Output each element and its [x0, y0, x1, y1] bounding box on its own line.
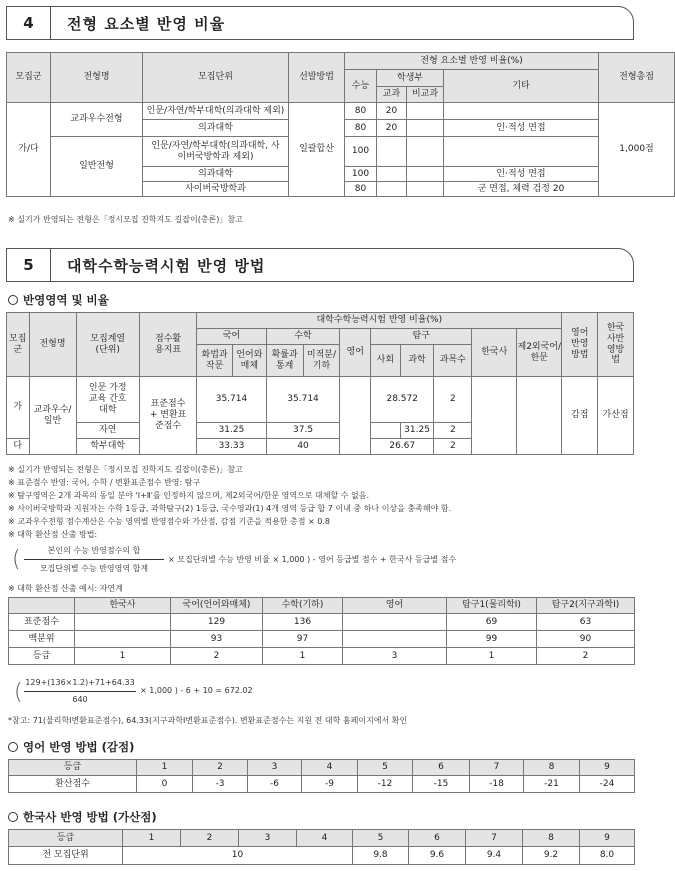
english-cell: [340, 377, 371, 455]
nonsubject-cell: [407, 120, 444, 137]
eng-score: -6: [248, 776, 302, 793]
calc-denominator: 640: [72, 695, 88, 704]
social-cell: [371, 423, 401, 439]
ex-cell: 93: [171, 631, 263, 648]
hist-score: 9.6: [409, 847, 466, 865]
subject-cell: [377, 137, 407, 167]
section-4-header: [6, 6, 634, 40]
h-hist-method: 한국사반영방법: [598, 313, 634, 377]
history-cell: [472, 377, 517, 455]
suneung-cell: 80: [345, 120, 377, 137]
ex-cell: 등급: [9, 648, 75, 665]
ex-cell: 129: [171, 614, 263, 631]
subject-cell: [377, 182, 407, 197]
calc-note: *참고: 71(물리학Ⅰ변환표준점수), 64.33(지구과학Ⅰ변환표준점수). 변환표준점수는 지원 전 대학 홈페이지에서 확인: [8, 716, 408, 725]
h-num-subjects: 과목수: [434, 345, 472, 377]
eng-method-cell: 감점: [562, 377, 598, 455]
h-type: 전형명: [29, 313, 76, 377]
type-cell: 일반전형: [51, 137, 143, 197]
hist-score: 9.8: [353, 847, 409, 865]
math-cell: 35.714: [266, 377, 340, 423]
example-table: [8, 597, 635, 665]
other-cell: 인·적성 면접: [444, 120, 599, 137]
ex-header: 탐구2(지구과학Ⅰ): [537, 598, 635, 614]
ex-cell: 1: [75, 648, 171, 665]
calc-rest: × 1,000 ) - 6 + 10 = 672.02: [140, 686, 253, 695]
hist-score: 8.0: [580, 847, 635, 865]
hist-grade: 1: [123, 830, 181, 847]
header-other: 기타: [444, 70, 599, 103]
ex-header: 영어: [343, 598, 447, 614]
note-line: ※ 대학 환산점 산출 방법:: [8, 530, 98, 539]
note-line: ※ 실기가 반영되는 전형은「정시모집 진학지도 길잡이(총론)」참고: [8, 465, 243, 474]
section-number: 4: [7, 7, 51, 39]
h-science: 과학: [400, 345, 434, 377]
ex-header: 수학(기하): [263, 598, 343, 614]
ex-cell: [75, 614, 171, 631]
header-record: 학생부: [377, 70, 444, 87]
eng-score: -12: [358, 776, 413, 793]
ex-cell: 3: [343, 648, 447, 665]
note-line: ※ 표준점수 반영: 국어, 수학 / 변환표준점수 반영: 탐구: [8, 478, 201, 487]
hist-score-label: 전 모집단위: [9, 847, 123, 865]
hist-grade: 4: [297, 830, 353, 847]
eng-grade: 9: [580, 760, 635, 776]
hist-grade: 7: [466, 830, 523, 847]
math-cell: 40: [266, 439, 340, 455]
hist-grade: 5: [353, 830, 409, 847]
eng-grade: 8: [524, 760, 580, 776]
unit-cell: 사이버국방학과: [143, 182, 289, 197]
hist-merged-score: 10: [123, 847, 353, 865]
formula-numerator: 본인의 수능 반영점수의 합: [47, 546, 141, 555]
ex-header: 한국사: [75, 598, 171, 614]
header-type: 전형명: [51, 53, 143, 103]
ex-cell: 백분위: [9, 631, 75, 648]
h-korean-a: 화법과작문: [197, 345, 233, 377]
ex-cell: 2: [171, 648, 263, 665]
eng-score-label: 환산점수: [9, 776, 137, 793]
admission-ratio-table: [6, 52, 675, 197]
other-cell: 인·적성 면접: [444, 167, 599, 182]
h-group: 모집군: [7, 313, 30, 377]
second-lang-cell: [517, 377, 562, 455]
calc-numerator: 129+(136×1.2)+71+64.33: [25, 678, 135, 687]
other-cell: 군 면접, 체력 검정 20: [444, 182, 599, 197]
header-ratio: 전형 요소별 반영 비율(%): [345, 53, 599, 70]
eng-grade: 3: [248, 760, 302, 776]
eng-grade: 6: [413, 760, 470, 776]
note-line: ※ 교과우수전형 점수계산은 수능 영역별 반영점수와 가산점, 감점 기준을 적용한 총점 × 0.8: [8, 517, 330, 526]
header-nonsubject: 비교과: [407, 87, 444, 103]
hist-grade: 6: [409, 830, 466, 847]
section-title: 전형 요소별 반영 비율: [67, 14, 226, 33]
ex-cell: [75, 631, 171, 648]
circle-bullet-icon: [8, 295, 18, 305]
ex-cell: 90: [537, 631, 635, 648]
eng-grade: 4: [302, 760, 358, 776]
unit-cell: 인문 가정교육 간호대학: [76, 377, 139, 423]
ex-header: 탐구1(물리학Ⅰ): [447, 598, 537, 614]
sub-title-areas: 반영영역 및 비율: [8, 292, 109, 308]
eng-score: -18: [470, 776, 524, 793]
h-math: 수학: [266, 329, 340, 345]
note-line: ※ 탐구영역은 2개 과목의 동일 분야 'Ⅰ+Ⅱ'를 인정하지 않으며, 제2외국어/한문 영역으로 대체할 수 없음.: [8, 491, 370, 500]
sub-title-history: 한국사 반영 방법 (가산점): [8, 809, 157, 825]
type-cell: 교과우수전형: [51, 103, 143, 137]
header-suneung: 수능: [345, 70, 377, 103]
eng-grade: 7: [470, 760, 524, 776]
group-cell: 가/다: [7, 103, 51, 197]
english-table: [8, 759, 635, 793]
hist-grade: 8: [523, 830, 580, 847]
math-cell: 37.5: [266, 423, 340, 439]
ex-cell: 69: [447, 614, 537, 631]
suneung-cell: 100: [345, 167, 377, 182]
formula-denominator: 모집단위별 수능 반영영역 합계: [39, 564, 149, 573]
science-cell: 31.25: [400, 423, 434, 439]
h-unit: 모집계열(단위): [76, 313, 139, 377]
h-social: 사회: [371, 345, 401, 377]
unit-cell: 의과대학: [143, 120, 289, 137]
h-inquiry: 탐구: [371, 329, 472, 345]
header-unit: 모집단위: [143, 53, 289, 103]
hist-grade: 3: [239, 830, 297, 847]
method-cell: 일괄합산: [289, 103, 345, 197]
eng-score: -9: [302, 776, 358, 793]
h-history: 한국사: [472, 329, 517, 377]
ex-cell: 99: [447, 631, 537, 648]
other-cell: [444, 137, 599, 167]
ex-header: 국어(언어와매체): [171, 598, 263, 614]
section-5-header: [6, 248, 634, 282]
korean-cell: 35.714: [197, 377, 267, 423]
suneung-cell: 80: [345, 103, 377, 120]
hist-grade: 2: [181, 830, 239, 847]
eng-grade-label: 등급: [9, 760, 137, 776]
total-cell: 1,000점: [599, 103, 675, 197]
unit-cell: 학부대학: [76, 439, 139, 455]
suneung-cell: 80: [345, 182, 377, 197]
unit-cell: 인문/자연/학부대학(의과대학 제외): [143, 103, 289, 120]
h-ratio: 대학수학능력시험 반영 비율(%): [197, 313, 562, 329]
ex-cell: 97: [263, 631, 343, 648]
h-second-lang: 제2외국어/한문: [517, 329, 562, 377]
header-group: 모집군: [7, 53, 51, 103]
subject-cell: 20: [377, 103, 407, 120]
index-cell: 표준점수 + 변환표준점수: [139, 377, 196, 455]
header-subject: 교과: [377, 87, 407, 103]
ex-cell: 표준점수: [9, 614, 75, 631]
other-cell: [444, 103, 599, 120]
eng-grade: 1: [137, 760, 193, 776]
hist-score: 9.4: [466, 847, 523, 865]
num-cell: 2: [434, 377, 472, 423]
circle-bullet-icon: [8, 812, 18, 822]
history-table: [8, 829, 635, 865]
header-total: 전형총점: [599, 53, 675, 103]
ex-cell: 1: [447, 648, 537, 665]
nonsubject-cell: [407, 167, 444, 182]
unit-cell: 자연: [76, 423, 139, 439]
hist-grade-label: 등급: [9, 830, 123, 847]
h-index: 점수활용지표: [139, 313, 196, 377]
hist-method-cell: 가산점: [598, 377, 634, 455]
formula-rest: × 모집단위별 수능 반영 비율 × 1,000 ) - 영어 등급별 점수 + 한국사 등급별 점수: [168, 555, 457, 564]
section4-note: ※ 실기가 반영되는 전형은「정시모집 진학지도 길잡이(총론)」참고: [8, 215, 243, 224]
eng-score: -21: [524, 776, 580, 793]
group-da: 다: [7, 439, 30, 455]
hist-grade: 9: [580, 830, 635, 847]
ex-cell: [343, 614, 447, 631]
circle-bullet-icon: [8, 742, 18, 752]
subject-cell: [377, 167, 407, 182]
ex-cell: 136: [263, 614, 343, 631]
nonsubject-cell: [407, 182, 444, 197]
ex-cell: [343, 631, 447, 648]
group-ga: 가: [7, 377, 30, 439]
example-title: ※ 대학 환산점 산출 예시: 자연계: [8, 584, 123, 593]
korean-cell: 33.33: [197, 439, 267, 455]
eng-score: -3: [193, 776, 248, 793]
sub-title-english: 영어 반영 방법 (감점): [8, 739, 134, 755]
korean-cell: 31.25: [197, 423, 267, 439]
section-number: 5: [7, 249, 51, 281]
h-english: 영어: [340, 329, 371, 377]
unit-cell: 의과대학: [143, 167, 289, 182]
h-korean-b: 언어와매체: [232, 345, 266, 377]
note-line: ※ 사이버국방학과 지원자는 수학 1등급, 과학탐구(2) 1등급, 국수영과(1) 4개 영역 등급 합 7 이내 중 하나 이상을 충족해야 함.: [8, 504, 452, 513]
hist-score: 9.2: [523, 847, 580, 865]
eng-grade: 2: [193, 760, 248, 776]
ex-cell: 2: [537, 648, 635, 665]
inquiry-cell: 28.572: [371, 377, 434, 423]
num-cell: 2: [434, 423, 472, 439]
suneung-cell: 100: [345, 137, 377, 167]
nonsubject-cell: [407, 137, 444, 167]
nonsubject-cell: [407, 103, 444, 120]
eng-score: -15: [413, 776, 470, 793]
eng-score: 0: [137, 776, 193, 793]
num-cell: 2: [434, 439, 472, 455]
h-eng-method: 영어반영방법: [562, 313, 598, 377]
inquiry-cell: 26.67: [371, 439, 434, 455]
h-korean: 국어: [197, 329, 267, 345]
ex-cell: 63: [537, 614, 635, 631]
section-title: 대학수학능력시험 반영 방법: [67, 256, 266, 275]
type-name: 교과우수/일반: [29, 377, 76, 455]
ex-cell: 1: [263, 648, 343, 665]
suneung-ratio-table: [6, 312, 634, 455]
h-math-b: 미적분/기하: [303, 345, 340, 377]
header-method: 선발방법: [289, 53, 345, 103]
eng-grade: 5: [358, 760, 413, 776]
h-math-a: 확률과통계: [266, 345, 303, 377]
subject-cell: 20: [377, 120, 407, 137]
eng-score: -24: [580, 776, 635, 793]
ex-header: [9, 598, 75, 614]
unit-cell: 인문/자연/학부대학(의과대학, 사이버국방학과 제외): [143, 137, 289, 167]
